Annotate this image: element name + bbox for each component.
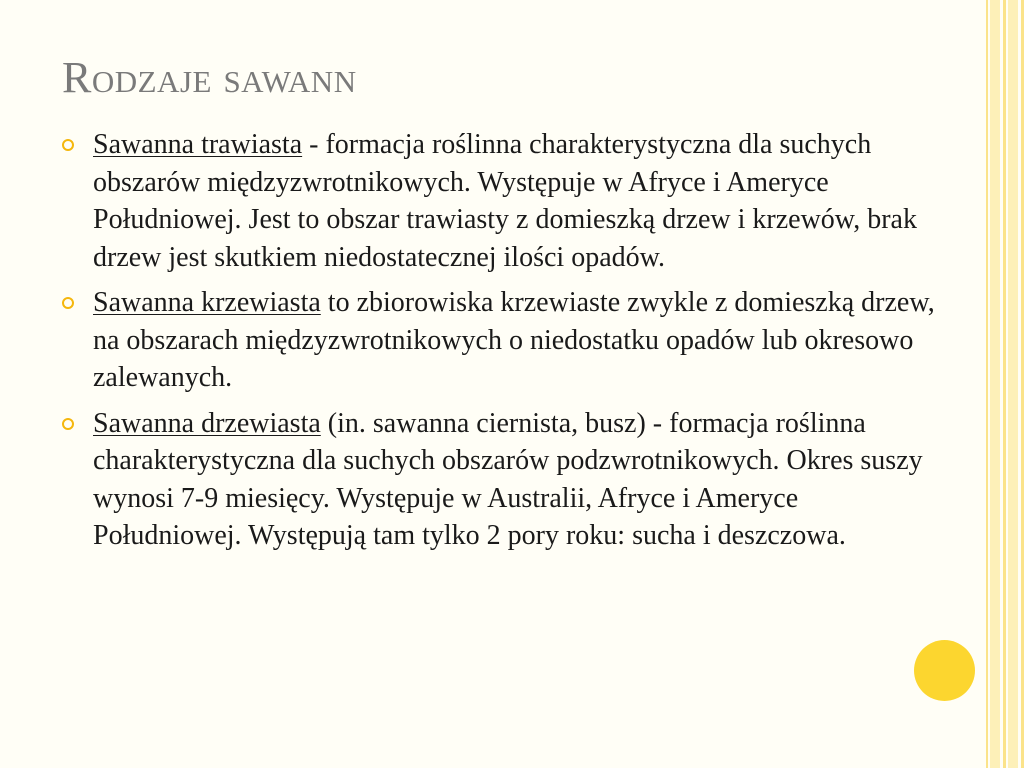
right-stripe-decoration [980,0,1024,768]
bullet-circle-icon [62,418,74,430]
bullet-text: to zbiorowiska krzewiaste zwykle z domieszką drzew, na obszarach międzyzwrotnikowych o niedostatku opadów lub okresowo zalewanych. [93,287,935,393]
stripe-band [1008,0,1018,768]
stripe-band [990,0,1000,768]
bullet-item-trawiasta [62,126,942,276]
decorative-circle [914,640,975,701]
bullet-text: - formacja roślinna charakterystyczna dla suchych obszarów międzyzwrotnikowych. Występuje w Afryce i Ameryce Południowej. Jest to obszar trawiasty z domieszką drzew i krzewów, brak drzew jest skutkiem niedostatecznej ilości opadów. [93,129,917,273]
bullet-term: Sawanna drzewiasta [93,407,321,439]
bullet-text: (in. sawanna ciernista, busz) - formacja roślinna charakterystyczna dla suchych obszarów podzwrotnikowych. Okres suszy wynosi 7-9 miesięcy. Występuje w Australii, Afryce i Ameryce Południowej. Występują tam tylko 2 pory roku: sucha i deszczowa. [93,407,923,551]
bullet-list [62,126,942,563]
bullet-term: Sawanna krzewiasta [93,287,321,318]
stripe-line [986,0,988,768]
slide-title: Rodzaje sawann [62,53,357,102]
bullet-circle-icon [62,297,74,309]
bullet-item-krzewiasta [62,284,942,397]
bullet-term: Sawanna trawiasta [93,129,303,160]
bullet-circle-icon [62,139,74,151]
bullet-item-drzewiasta [62,405,942,555]
stripe-line [1003,0,1006,768]
